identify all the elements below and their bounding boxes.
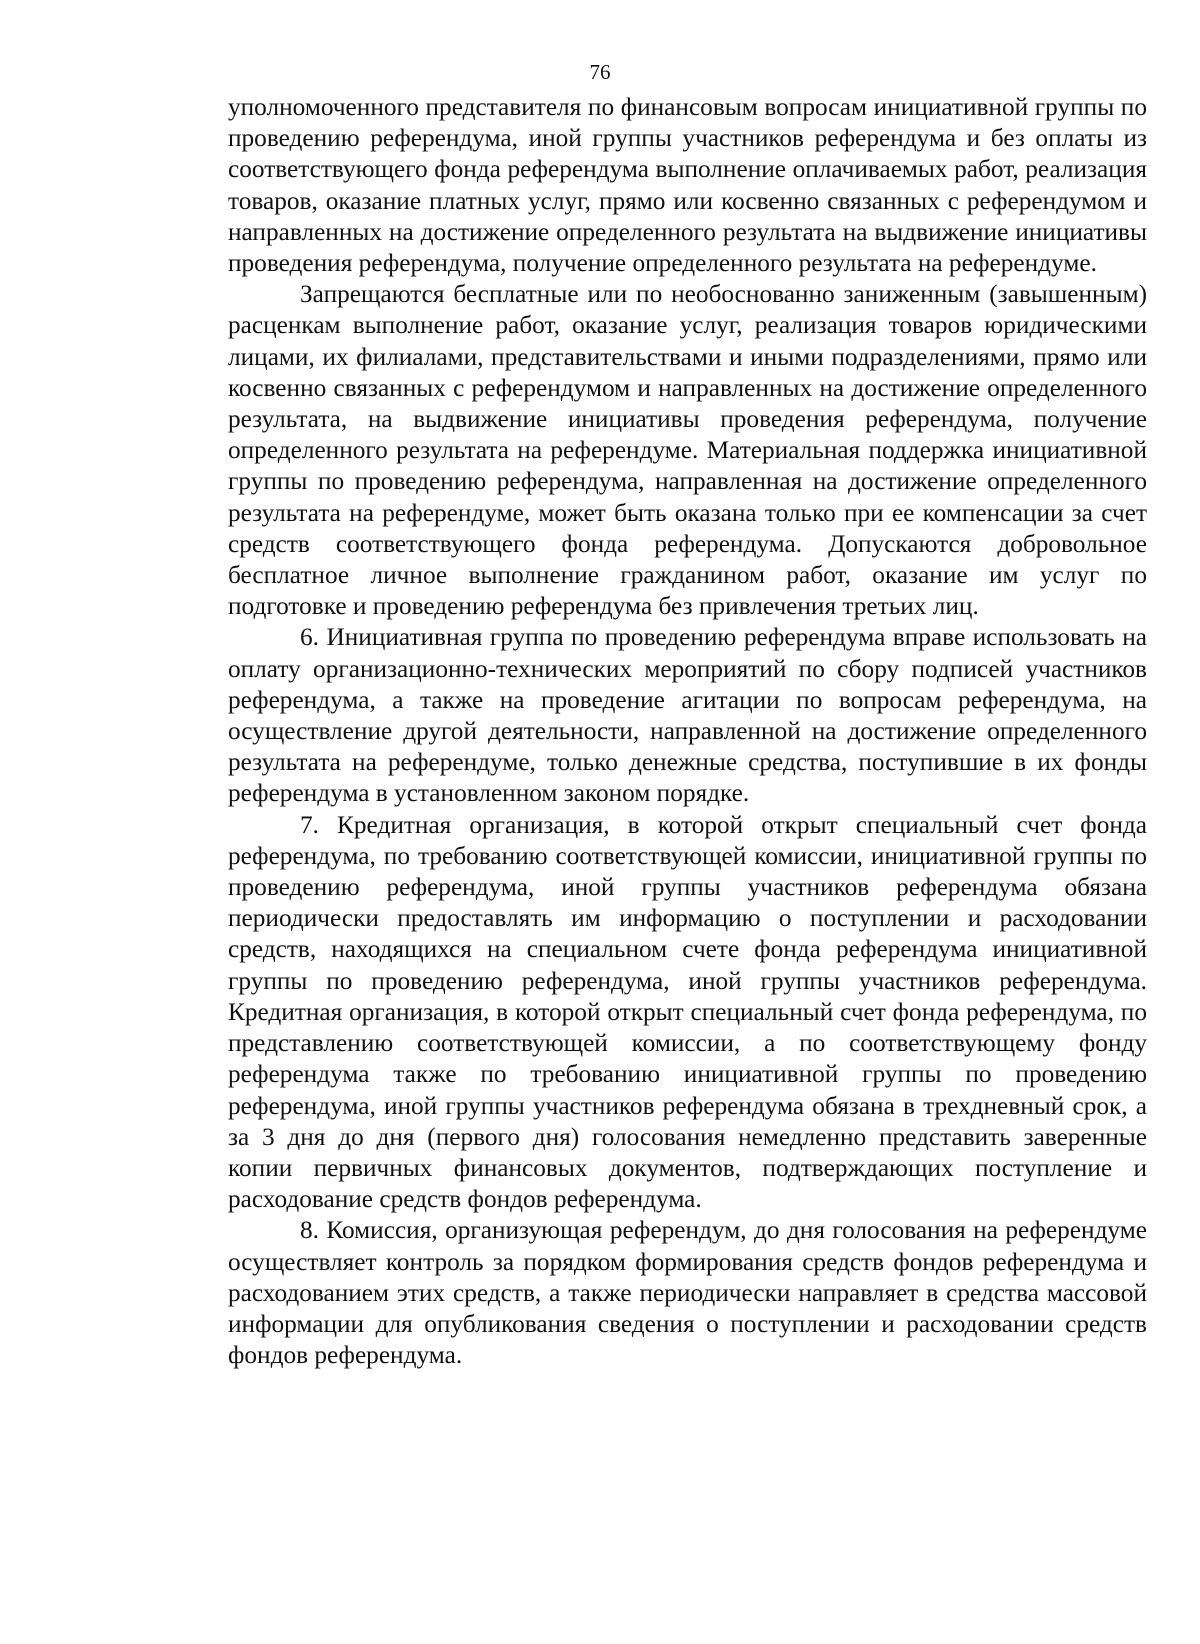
paragraph-prohibition: Запрещаются бесплатные или по необоснованно заниженным (завышенным) расценкам выполнение работ, оказание услуг, реализация товаров юридическими лицами, их филиалами, представительствами и иными подразделениями, прямо или косвенно связанных с референдумом и направленных на достижение определенного результата, на выдвижение инициативы проведения референдума, получение определенного результата на референдуме. Материальная поддержка инициативной группы по проведению референдума, направленная на достижение определенного результата на референдуме, может быть оказана только при ее компенсации за счет средств соответствующего фонда референдума. Допускаются добровольное бесплатное личное выполнение гражданином работ, оказание им услуг по подготовке и проведению референдума без привлечения третьих лиц. <box>228 280 1147 621</box>
page-number: 76 <box>589 60 611 84</box>
document-body <box>228 92 1147 1371</box>
paragraph-item-7: 7. Кредитная организация, в которой открыт специальный счет фонда референдума, по требованию соответствующей комиссии, инициативной группы по проведению референдума, иной группы участников референдума обязана периодически предоставлять им информацию о поступлении и расходовании средств, находящихся на специальном счете фонда референдума инициативной группы по проведению референдума, иной группы участников референдума. Кредитная организация, в которой открыт специальный счет фонда референдума, по представлению соответствующей комиссии, а по соответствующему фонду референдума также по требованию инициативной группы по проведению референдума, иной группы участников референдума обязана в трехдневный срок, а за 3 дня до дня (первого дня) голосования немедленно представить заверенные копии первичных финансовых документов, подтверждающих поступление и расходование средств фондов референдума. <box>228 810 1147 1214</box>
paragraph-continued: уполномоченного представителя по финансовым вопросам инициативной группы по проведению референдума, иной группы участников референдума и без оплаты из соответствующего фонда референдума выполнение оплачиваемых работ, реализация товаров, оказание платных услуг, прямо или косвенно связанных с референдумом и направленных на достижение определенного результата на выдвижение инициативы проведения референдума, получение определенного результата на референдуме. <box>228 93 1147 278</box>
paragraph-item-8: 8. Комиссия, организующая референдум, до дня голосования на референдуме осуществляет контроль за порядком формирования средств фондов референдума и расходованием этих средств, а также периодически направляет в средства массовой информации для опубликования сведения о поступлении и расходовании средств фондов референдума. <box>228 1216 1147 1370</box>
paragraph-item-6: 6. Инициативная группа по проведению референдума вправе использовать на оплату организационно-технических мероприятий по сбору подписей участников референдума, а также на проведение агитации по вопросам референдума, на осуществление другой деятельности, направленной на достижение определенного результата на референдуме, только денежные средства, поступившие в их фонды референдума в установленном законом порядке. <box>228 623 1147 808</box>
